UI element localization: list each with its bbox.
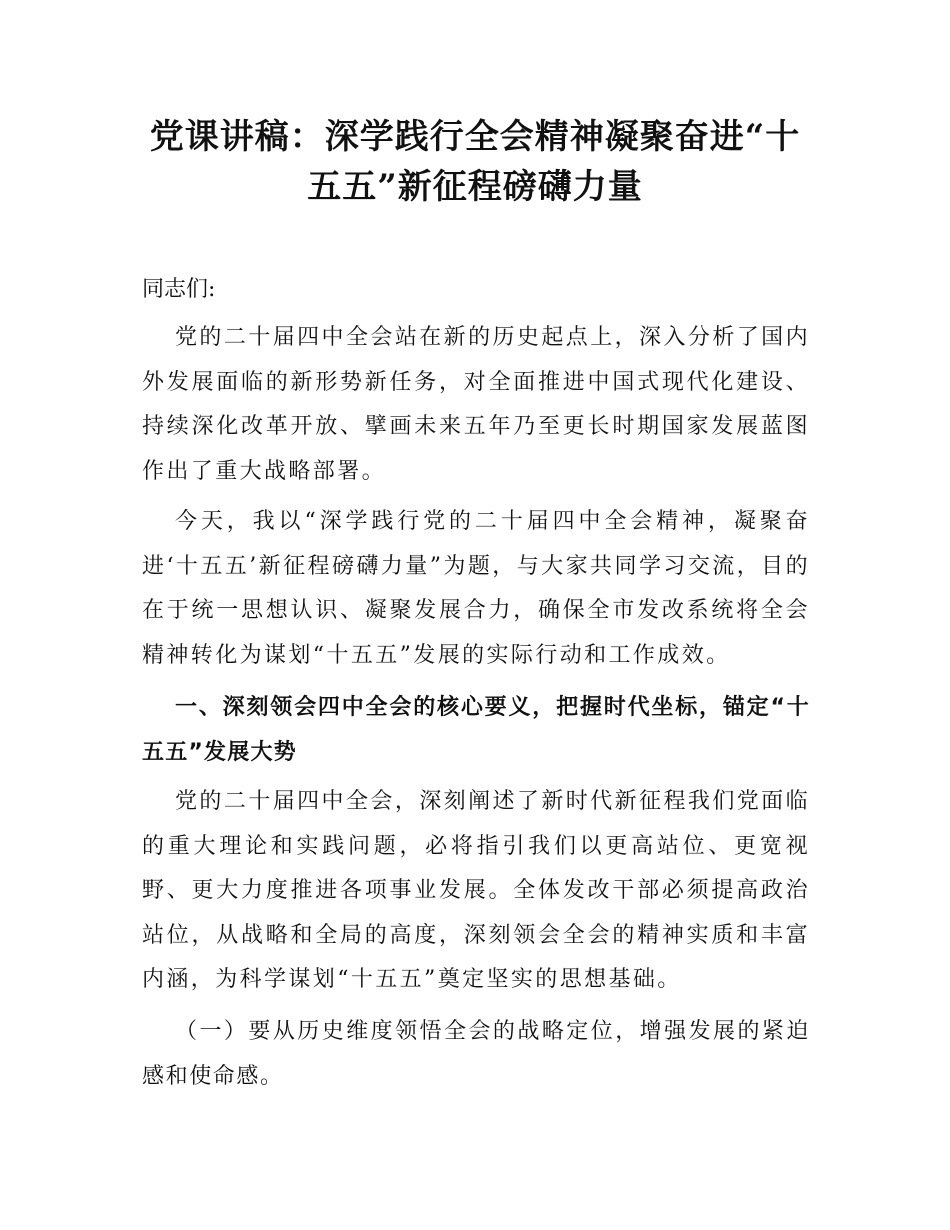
paragraph-topic: 今天，我以“深学践行党的二十届四中全会精神，凝聚奋进‘十五五’新征程磅礴力量”为题，与大家共同学习交流，目的在于统一思想认识、凝聚发展合力，确保全市发改系统将全会精神转化为谋划“十五五”发展的实际行动和工作成效。: [142, 509, 810, 668]
section-heading-1: 一、深刻领会四中全会的核心要义，把握时代坐标，锚定“十五五”发展大势: [142, 695, 810, 765]
document-title: 党课讲稿：深学践行全会精神凝聚奋进“十五五”新征程磅礴力量: [149, 117, 801, 207]
subsection-heading-1: （一）要从历史维度领悟全会的战略定位，增强发展的紧迫感和使命感。: [142, 1019, 810, 1089]
paragraph-intro: 党的二十届四中全会站在新的历史起点上，深入分析了国内外发展面临的新形势新任务，对全面推进中国式现代化建设、持续深化改革开放、擘画未来五年乃至更长时期国家发展蓝图作出了重大战略部署。: [142, 325, 810, 484]
section-1-paragraph: 党的二十届四中全会，深刻阐述了新时代新征程我们党面临的重大理论和实践问题，必将指引我们以更高站位、更宽视野、更大力度推进各项事业发展。全体发改干部必须提高政治站位，从战略和全局的高度，深刻领会全会的精神实质和丰富内涵，为科学谋划“十五五”奠定坚实的思想基础。: [142, 789, 810, 992]
greeting: 同志们:: [142, 277, 216, 302]
